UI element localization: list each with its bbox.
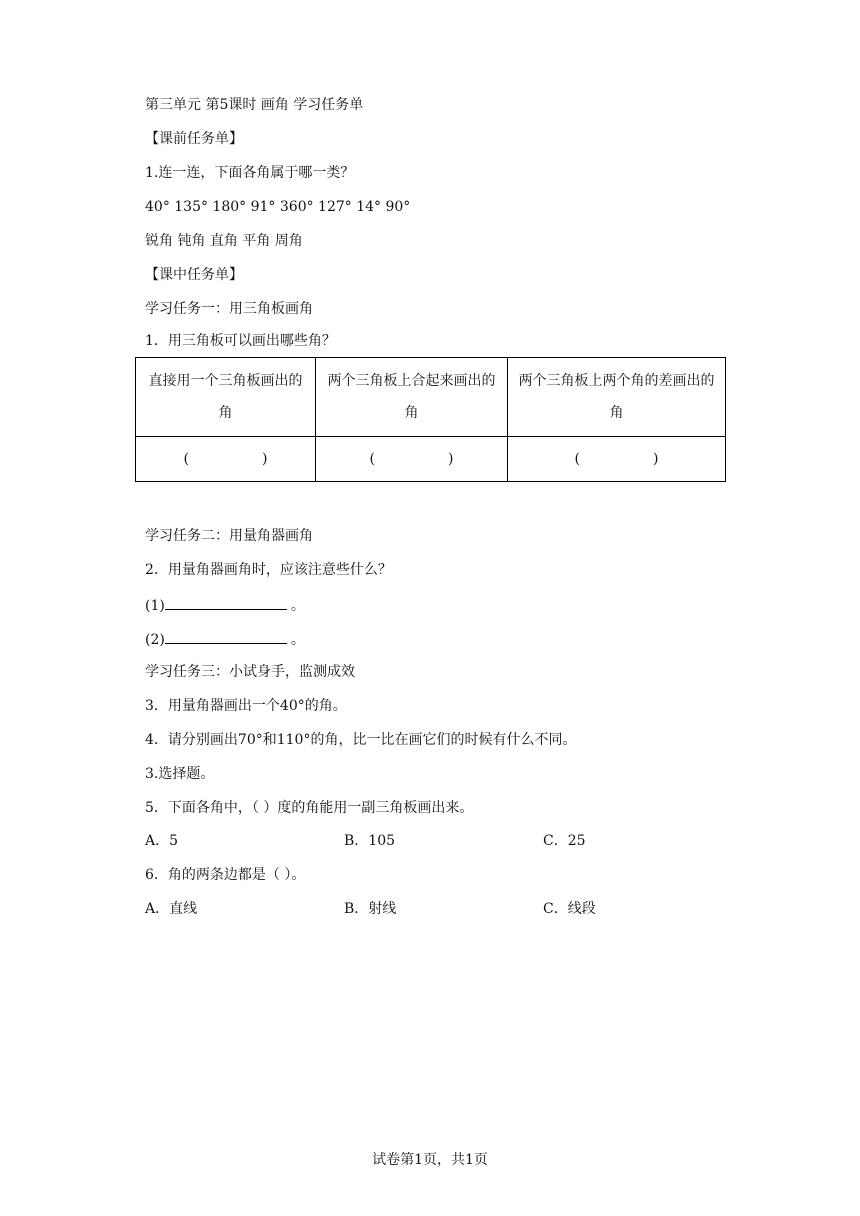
blank-1-input[interactable] (165, 594, 287, 610)
q6-option-b[interactable]: B．射线 (344, 901, 397, 917)
answer-cell[interactable] (508, 437, 726, 482)
question-6: 6．角的两条边都是（ ）。 (145, 867, 306, 883)
q5-option-c[interactable]: C．25 (543, 833, 586, 849)
q5-option-a[interactable]: A．5 (145, 833, 179, 849)
question-1-angles: 40° 135° 180° 91° 360° 127° 14° 90° (145, 199, 411, 215)
task-3-title: 学习任务三：小试身手，监测成效 (145, 664, 355, 680)
paren-close: ) (448, 451, 454, 467)
task-2-title: 学习任务二：用量角器画角 (145, 528, 313, 544)
answer-cell[interactable] (136, 437, 316, 482)
blank-2-label: (2) (145, 632, 165, 648)
choice-section-header: 3.选择题。 (145, 766, 215, 782)
page-footer: 试卷第1页，共1页 (372, 1152, 488, 1168)
pre-class-header: 【课前任务单】 (145, 131, 243, 147)
blank-1-label: (1) (145, 598, 165, 614)
paren-open: ( (183, 451, 189, 467)
table-header-cell: 两个三角板上合起来画出的角 (316, 358, 508, 437)
paren-close: ) (262, 451, 268, 467)
blank-2-input[interactable] (165, 628, 287, 644)
question-4: 4．请分别画出70°和110°的角，比一比在画它们的时候有什么不同。 (145, 732, 577, 748)
q6-option-a[interactable]: A．直线 (145, 901, 198, 917)
paren-close: ) (653, 451, 659, 467)
question-1-prompt: 1.连一连，下面各角属于哪一类？ (145, 165, 355, 181)
task-1-title: 学习任务一：用三角板画角 (145, 301, 313, 317)
in-class-header: 【课中任务单】 (145, 267, 243, 283)
answer-line-1 (145, 594, 305, 616)
q5-option-b[interactable]: B．105 (344, 833, 396, 849)
answer-cell[interactable] (316, 437, 508, 482)
answer-line-2 (145, 628, 305, 650)
question-3: 3．用量角器画出一个40°的角。 (145, 698, 347, 714)
paren-open: ( (574, 451, 580, 467)
table-header-cell: 两个三角板上两个角的差画出的角 (508, 358, 726, 437)
blank-2-end: 。 (290, 632, 305, 648)
table-answer-row (136, 437, 726, 482)
table-header-row (136, 358, 726, 437)
task-1-question: 1．用三角板可以画出哪些角？ (145, 333, 336, 349)
question-1-categories: 锐角 钝角 直角 平角 周角 (145, 233, 303, 249)
triangle-ruler-angle-table (135, 357, 726, 482)
q6-option-c[interactable]: C．线段 (543, 901, 596, 917)
paren-open: ( (369, 451, 375, 467)
question-5: 5．下面各角中，（ ）度的角能用一副三角板画出来。 (145, 800, 474, 816)
blank-1-end: 。 (290, 598, 305, 614)
worksheet-title: 第三单元 第5课时 画角 学习任务单 (145, 97, 364, 113)
task-2-question: 2．用量角器画角时，应该注意些什么？ (145, 562, 392, 578)
table-header-cell: 直接用一个三角板画出的角 (136, 358, 316, 437)
